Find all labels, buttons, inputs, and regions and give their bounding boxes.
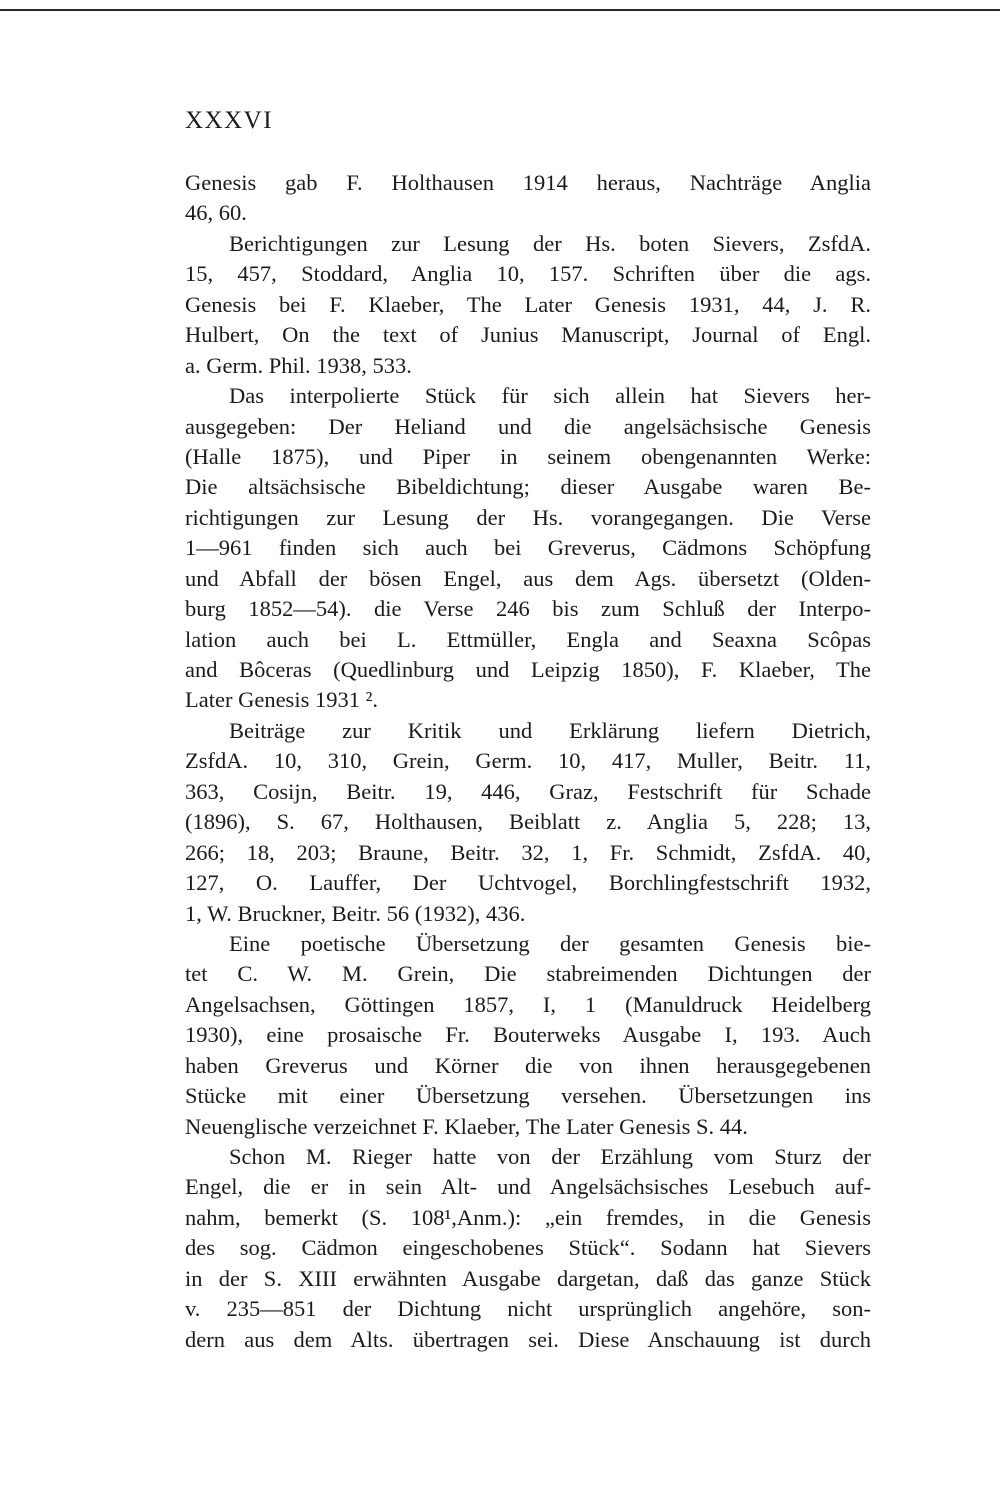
text-line: richtigungen zur Lesung der Hs. vorangegangen. Die Verse: [185, 504, 871, 530]
text-line: 363, Cosijn, Beitr. 19, 446, Graz, Festschrift für Schade: [185, 778, 871, 804]
text-line: 1930), eine prosaische Fr. Bouterweks Ausgabe I, 193. Auch: [185, 1022, 871, 1048]
text-line: 15, 457, Stoddard, Anglia 10, 157. Schriften über die ags.: [185, 261, 871, 287]
body-text: [185, 168, 871, 1355]
text-line: tet C. W. M. Grein, Die stabreimenden Dichtungen der: [185, 961, 871, 987]
text-line: Genesis bei F. Klaeber, The Later Genesis 1931, 44, J. R.: [185, 291, 871, 317]
text-line: Beiträge zur Kritik und Erklärung liefern Dietrich,: [229, 717, 871, 743]
text-line: 46, 60.: [185, 200, 247, 226]
text-line: Genesis gab F. Holthausen 1914 heraus, Nachträge Anglia: [185, 170, 871, 195]
text-line: Later Genesis 1931 ².: [185, 687, 378, 713]
text-line: des sog. Cädmon eingeschobenes Stück“. Sodann hat Sievers: [185, 1235, 871, 1261]
text-line: v. 235—851 der Dichtung nicht ursprünglich angehöre, son-: [185, 1296, 871, 1322]
text-line: burg 1852—54). die Verse 246 bis zum Schluß der Interpo-: [185, 596, 871, 622]
text-line: Schon M. Rieger hatte von der Erzählung vom Sturz der: [229, 1144, 871, 1169]
text-line: nahm, bemerkt (S. 108¹,Anm.): „ein fremdes, in die Genesis: [185, 1204, 871, 1230]
text-line: Engel, die er in sein Alt- und Angelsächsisches Lesebuch auf-: [185, 1174, 871, 1200]
text-line: 266; 18, 203; Braune, Beitr. 32, 1, Fr. Schmidt, ZsfdA. 40,: [185, 839, 871, 865]
text-line: Hulbert, On the text of Junius Manuscript, Journal of Engl.: [185, 322, 871, 348]
text-line: and Bôceras (Quedlinburg und Leipzig 1850), F. Klaeber, The: [185, 657, 871, 682]
text-line: 1—961 finden sich auch bei Greverus, Cädmons Schöpfung: [185, 535, 871, 561]
text-line: (Halle 1875), und Piper in seinem obengenannten Werke:: [185, 443, 871, 469]
text-line: Das interpolierte Stück für sich allein hat Sievers her-: [229, 383, 871, 409]
text-line: Neuenglische verzeichnet F. Klaeber, The Later Genesis S. 44.: [185, 1113, 748, 1139]
text-line: dern aus dem Alts. übertragen sei. Diese Anschauung ist durch: [185, 1326, 871, 1352]
text-line: Die altsächsische Bibeldichtung; dieser Ausgabe waren Be-: [185, 474, 871, 500]
text-line: ausgegeben: Der Heliand und die angelsächsische Genesis: [185, 413, 871, 439]
text-line: a. Germ. Phil. 1938, 533.: [185, 352, 412, 378]
text-line: Stücke mit einer Übersetzung versehen. Übersetzungen ins: [185, 1083, 871, 1109]
text-line: Berichtigungen zur Lesung der Hs. boten Sievers, ZsfdA.: [229, 230, 871, 256]
text-line: (1896), S. 67, Holthausen, Beiblatt z. Anglia 5, 228; 13,: [185, 809, 871, 835]
text-line: 1, W. Bruckner, Beitr. 56 (1932), 436.: [185, 900, 526, 926]
text-line: ZsfdA. 10, 310, Grein, Germ. 10, 417, Muller, Beitr. 11,: [185, 748, 871, 774]
text-line: Eine poetische Übersetzung der gesamten Genesis bie-: [229, 930, 871, 956]
text-line: 127, O. Lauffer, Der Uchtvogel, Borchlingfestschrift 1932,: [185, 870, 871, 896]
text-line: haben Greverus und Körner die von ihnen herausgegebenen: [185, 1052, 871, 1078]
text-line: Angelsachsen, Göttingen 1857, I, 1 (Manuldruck Heidelberg: [185, 991, 871, 1017]
text-line: lation auch bei L. Ettmüller, Engla and Seaxna Scôpas: [185, 626, 871, 652]
text-line: und Abfall der bösen Engel, aus dem Ags. übersetzt (Olden-: [185, 565, 871, 591]
text-line: in der S. XIII erwähnten Ausgabe dargetan, daß das ganze Stück: [185, 1265, 871, 1291]
top-border-rule: [0, 9, 1000, 11]
page-number: XXXVI: [185, 107, 274, 134]
